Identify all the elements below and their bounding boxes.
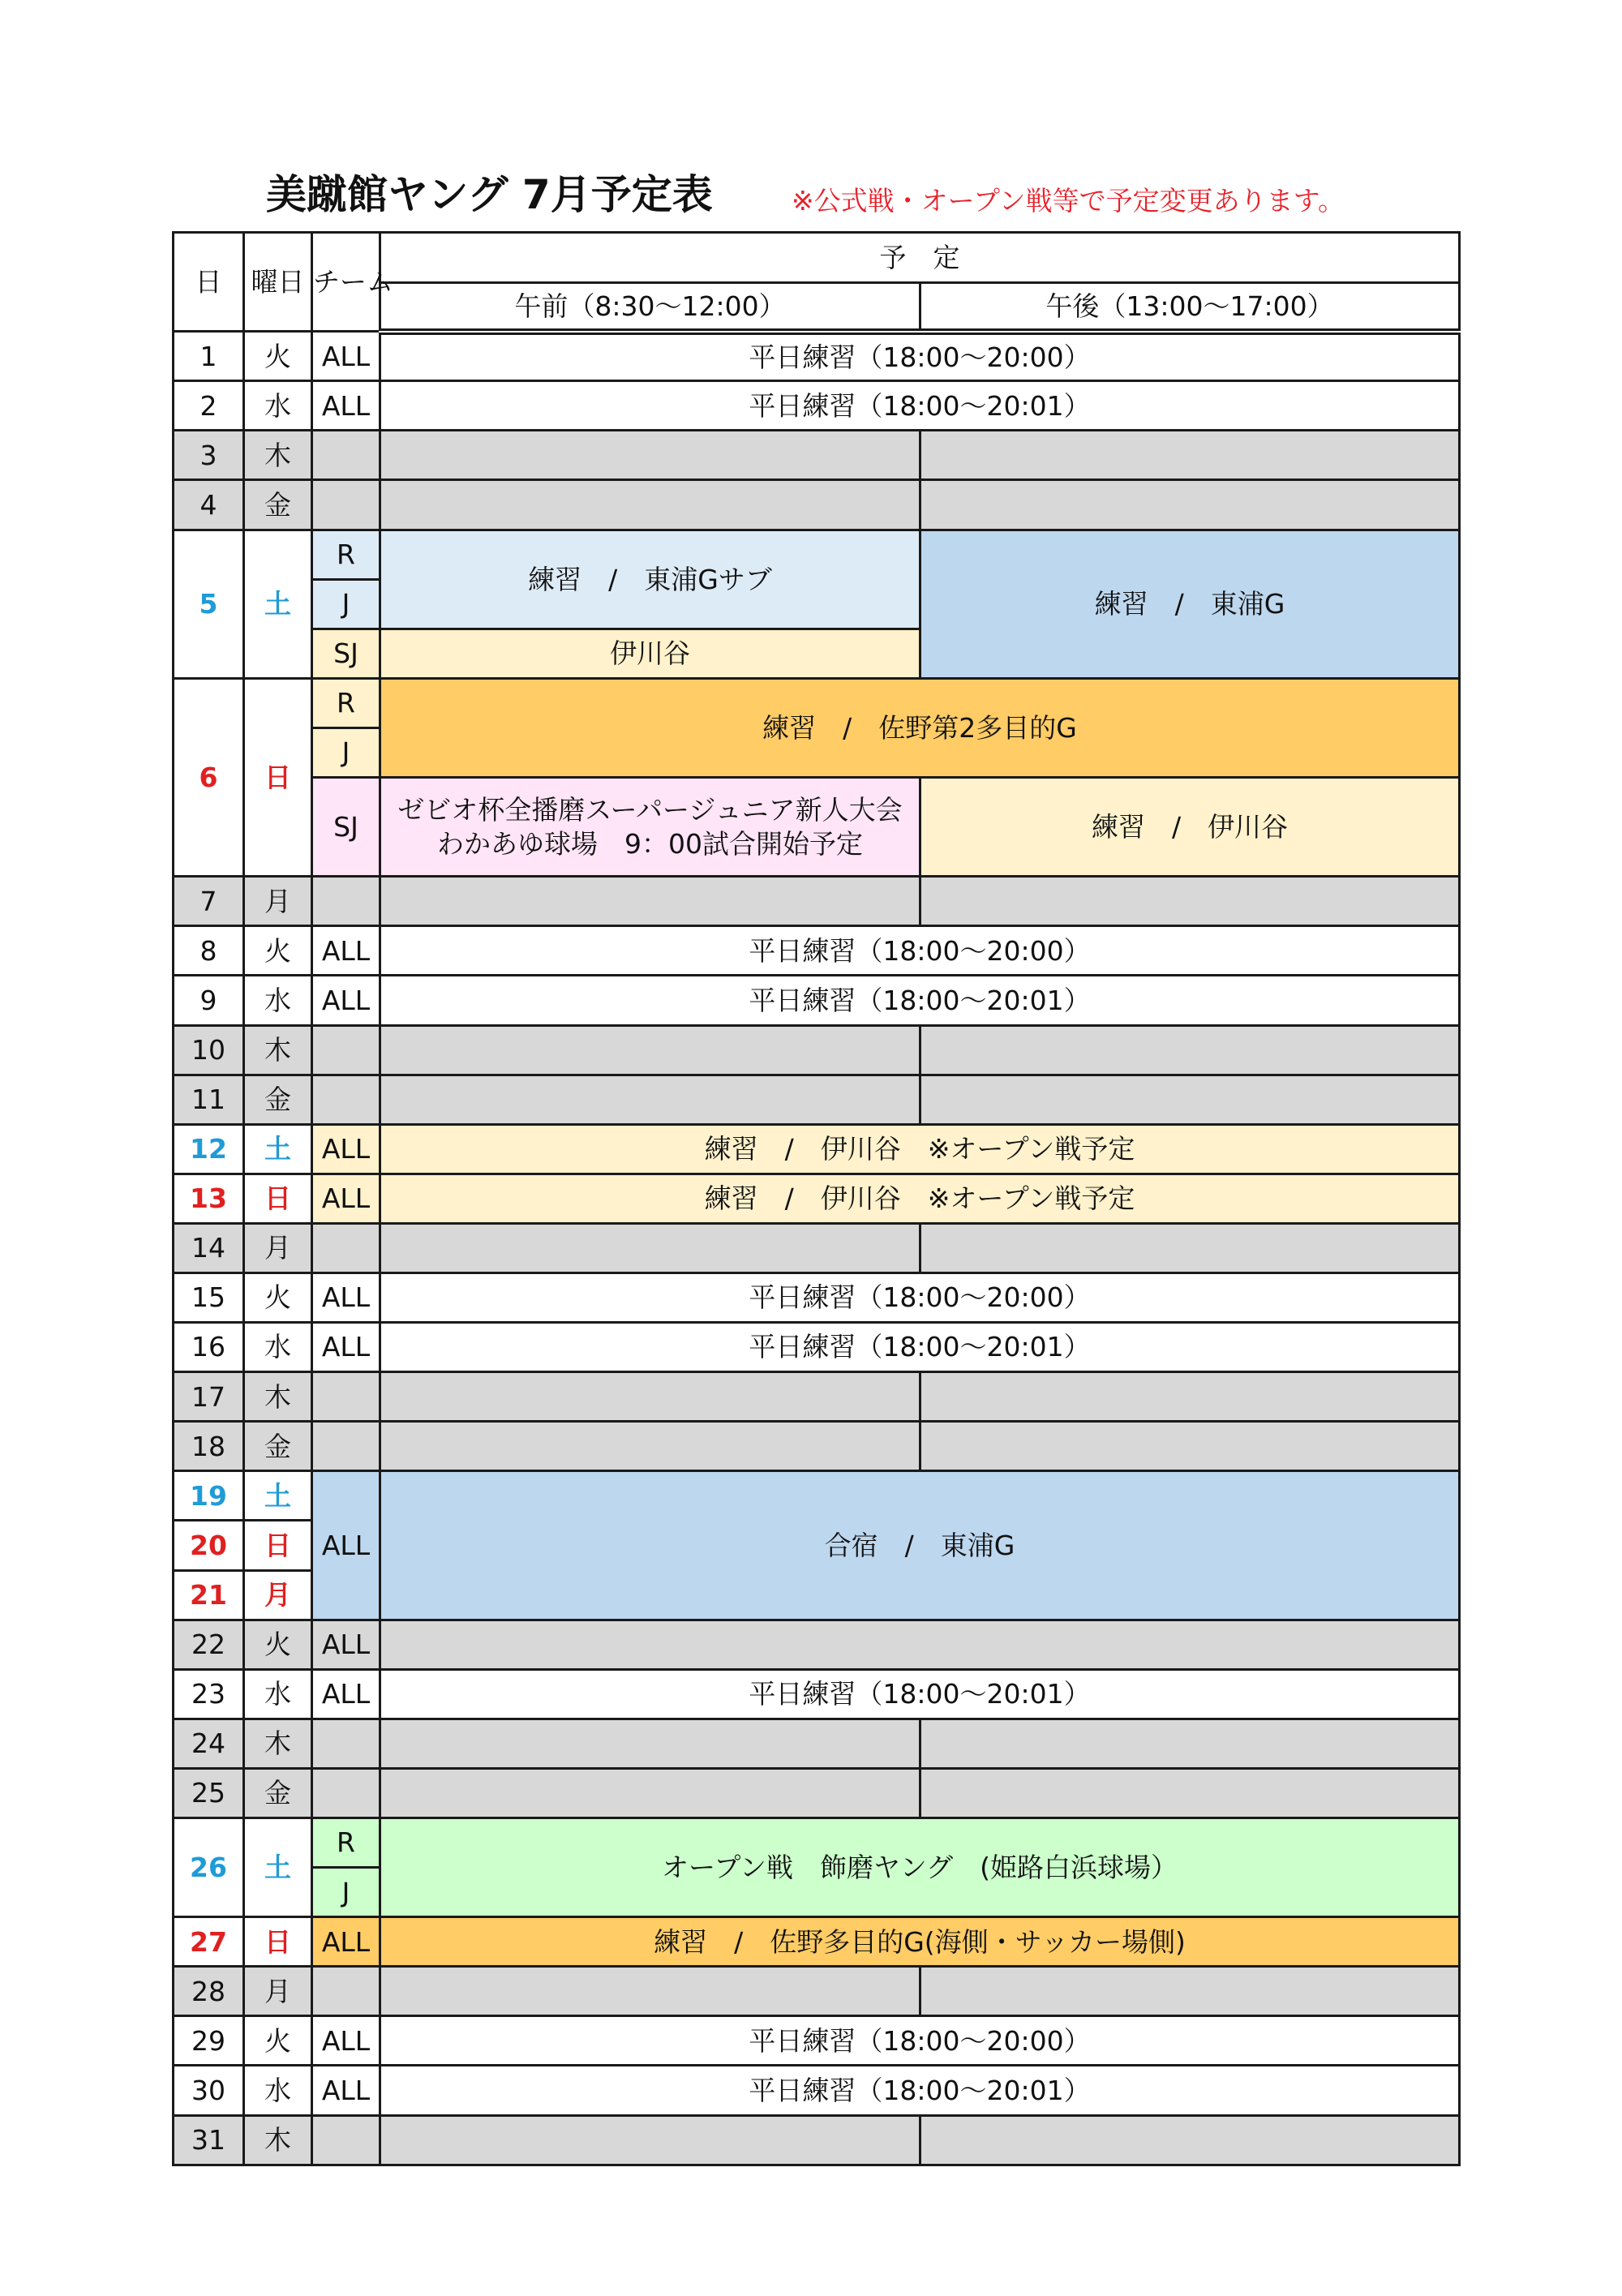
table-row	[174, 431, 1460, 480]
table-row	[174, 2016, 1460, 2066]
weekday-cell: 日	[244, 1174, 312, 1223]
table-row	[174, 2066, 1460, 2115]
day-cell: 10	[174, 1025, 244, 1075]
team-cell: ALL	[312, 926, 380, 976]
team-cell: ALL	[312, 1669, 380, 1719]
weekday-cell: 水	[244, 1323, 312, 1372]
table-row	[174, 877, 1460, 926]
team-cell	[312, 1372, 380, 1422]
table-row	[174, 926, 1460, 976]
afternoon-cell	[920, 1719, 1460, 1768]
day-cell: 18	[174, 1422, 244, 1471]
team-cell-r: R	[312, 1818, 380, 1868]
tournament-venue: わかあゆ球場 9：00試合開始予定	[437, 827, 863, 860]
table-row	[174, 1075, 1460, 1124]
team-cell: ALL	[312, 381, 380, 431]
table-row	[174, 1471, 1460, 1521]
schedule-cell: 平日練習（18:00～20:00）	[380, 926, 1460, 976]
table-row	[174, 1025, 1460, 1075]
weekday-cell: 木	[244, 2115, 312, 2165]
weekday-cell: 水	[244, 976, 312, 1025]
table-row	[174, 1669, 1460, 1719]
afternoon-cell	[920, 1768, 1460, 1817]
day-cell: 3	[174, 431, 244, 480]
day-cell: 13	[174, 1174, 244, 1223]
team-cell	[312, 877, 380, 926]
day-cell: 15	[174, 1272, 244, 1322]
weekday-cell: 火	[244, 1620, 312, 1669]
team-cell-sj: SJ	[312, 629, 380, 678]
col-header-afternoon: 午後（13:00～17:00）	[920, 283, 1460, 332]
schedule-cell: 平日練習（18:00～20:01）	[380, 381, 1460, 431]
team-cell	[312, 1223, 380, 1272]
schedule-cell: 平日練習（18:00～20:00）	[380, 332, 1460, 381]
weekday-cell: 土	[244, 1471, 312, 1521]
team-cell: ALL	[312, 1323, 380, 1372]
morning-cell	[380, 1719, 920, 1768]
col-header-weekday: 曜日	[244, 233, 312, 332]
weekday-cell: 木	[244, 1719, 312, 1768]
schedule-cell: 平日練習（18:00～20:01）	[380, 2066, 1460, 2115]
schedule-cell: オープン戦 飾磨ヤング (姫路白浜球場）	[380, 1818, 1460, 1917]
afternoon-cell: 練習 / 東浦G	[920, 530, 1460, 678]
day-cell: 27	[174, 1917, 244, 1967]
team-cell: ALL	[312, 1917, 380, 1967]
table-row	[174, 381, 1460, 431]
day-cell: 30	[174, 2066, 244, 2115]
table-row	[174, 1422, 1460, 1471]
weekday-cell: 土	[244, 1124, 312, 1174]
weekday-cell: 木	[244, 1025, 312, 1075]
weekday-cell: 水	[244, 2066, 312, 2115]
schedule-change-note: ※公式戦・オープン戦等で予定変更あります。	[792, 185, 1345, 217]
day-cell: 9	[174, 976, 244, 1025]
schedule-cell: 練習 / 佐野多目的G(海側・サッカー場側)	[380, 1917, 1460, 1967]
team-cell	[312, 1422, 380, 1471]
weekday-cell: 火	[244, 1272, 312, 1322]
table-row	[174, 976, 1460, 1025]
day-cell: 4	[174, 480, 244, 530]
team-cell: ALL	[312, 1272, 380, 1322]
day-cell: 26	[174, 1818, 244, 1917]
day-cell: 7	[174, 877, 244, 926]
schedule-cell: 平日練習（18:00～20:01）	[380, 976, 1460, 1025]
table-row	[174, 1967, 1460, 2016]
morning-cell	[380, 1422, 920, 1471]
team-cell	[312, 480, 380, 530]
afternoon-cell	[920, 1075, 1460, 1124]
team-cell: ALL	[312, 332, 380, 381]
day-cell: 21	[174, 1570, 244, 1620]
weekday-cell: 火	[244, 2016, 312, 2066]
table-row	[174, 2115, 1460, 2165]
weekday-cell: 木	[244, 1372, 312, 1422]
morning-cell	[380, 480, 920, 530]
table-row	[174, 1124, 1460, 1174]
table-row	[174, 1719, 1460, 1768]
morning-cell	[380, 1025, 920, 1075]
table-row	[174, 1372, 1460, 1422]
team-cell	[312, 1719, 380, 1768]
day-cell: 22	[174, 1620, 244, 1669]
table-row	[174, 1818, 1460, 1868]
team-cell: ALL	[312, 1471, 380, 1620]
afternoon-cell	[920, 480, 1460, 530]
col-header-morning: 午前（8:30～12:00）	[380, 283, 920, 332]
team-cell-sj: SJ	[312, 778, 380, 877]
morning-cell	[380, 877, 920, 926]
weekday-cell: 土	[244, 530, 312, 678]
table-row	[174, 1223, 1460, 1272]
table-row	[174, 1917, 1460, 1967]
team-cell-j: J	[312, 727, 380, 777]
day-cell: 29	[174, 2016, 244, 2066]
day-cell: 11	[174, 1075, 244, 1124]
day-cell: 17	[174, 1372, 244, 1422]
schedule-cell	[380, 1620, 1460, 1669]
day-cell: 8	[174, 926, 244, 976]
weekday-cell: 金	[244, 1768, 312, 1817]
table-row	[174, 778, 1460, 827]
schedule-table	[172, 231, 1461, 2166]
col-header-day: 日	[174, 233, 244, 332]
afternoon-cell	[920, 431, 1460, 480]
day-cell: 1	[174, 332, 244, 381]
team-cell-j: J	[312, 1868, 380, 1917]
team-cell	[312, 1075, 380, 1124]
team-cell: ALL	[312, 2066, 380, 2115]
weekday-cell: 木	[244, 431, 312, 480]
schedule-cell: 平日練習（18:00～20:01）	[380, 1323, 1460, 1372]
afternoon-cell	[920, 1025, 1460, 1075]
morning-cell	[380, 2115, 920, 2165]
morning-cell	[380, 1223, 920, 1272]
day-cell: 2	[174, 381, 244, 431]
day-cell: 16	[174, 1323, 244, 1372]
weekday-cell: 月	[244, 1967, 312, 2016]
afternoon-cell	[920, 1422, 1460, 1471]
weekday-cell: 火	[244, 332, 312, 381]
weekday-cell: 水	[244, 1669, 312, 1719]
team-cell	[312, 431, 380, 480]
table-row	[174, 530, 1460, 579]
day-cell: 31	[174, 2115, 244, 2165]
team-cell	[312, 2115, 380, 2165]
weekday-cell: 日	[244, 678, 312, 876]
team-cell	[312, 1967, 380, 2016]
team-cell: ALL	[312, 976, 380, 1025]
table-row	[174, 1174, 1460, 1223]
day-cell: 14	[174, 1223, 244, 1272]
table-row	[174, 1272, 1460, 1322]
team-cell: ALL	[312, 1620, 380, 1669]
table-row	[174, 1620, 1460, 1669]
team-cell-j: J	[312, 579, 380, 629]
weekday-cell: 水	[244, 381, 312, 431]
table-row	[174, 1323, 1460, 1372]
afternoon-cell	[920, 2115, 1460, 2165]
weekday-cell: 金	[244, 1422, 312, 1471]
day-cell: 25	[174, 1768, 244, 1817]
morning-cell	[380, 1075, 920, 1124]
team-cell: ALL	[312, 1124, 380, 1174]
header-row-1	[174, 233, 1460, 283]
morning-cell-sj: 伊川谷	[380, 629, 920, 678]
weekday-cell: 月	[244, 877, 312, 926]
weekday-cell: 月	[244, 1223, 312, 1272]
afternoon-cell	[920, 1967, 1460, 2016]
weekday-cell: 月	[244, 1570, 312, 1620]
tournament-name: ゼビオ杯全播磨スーパージュニア新人大会	[397, 794, 903, 826]
schedule-cell: 平日練習（18:00～20:00）	[380, 1272, 1460, 1322]
table-row	[174, 332, 1460, 381]
afternoon-cell-sj: 練習 / 伊川谷	[920, 778, 1460, 877]
morning-cell	[380, 1372, 920, 1422]
weekday-cell: 火	[244, 926, 312, 976]
morning-cell	[380, 1967, 920, 2016]
morning-cell	[380, 1768, 920, 1817]
day-cell: 23	[174, 1669, 244, 1719]
team-cell	[312, 1768, 380, 1817]
weekday-cell: 日	[244, 1917, 312, 1967]
schedule-cell-rj: 練習 / 佐野第2多目的G	[380, 678, 1460, 777]
camp-cell: 合宿 / 東浦G	[380, 1471, 1460, 1620]
day-cell: 12	[174, 1124, 244, 1174]
table-row	[174, 1768, 1460, 1817]
weekday-cell: 金	[244, 480, 312, 530]
team-cell	[312, 1025, 380, 1075]
afternoon-cell	[920, 1372, 1460, 1422]
day-cell: 28	[174, 1967, 244, 2016]
weekday-cell: 日	[244, 1521, 312, 1570]
schedule-cell: 練習 / 伊川谷 ※オープン戦予定	[380, 1124, 1460, 1174]
afternoon-cell	[920, 1223, 1460, 1272]
team-cell: ALL	[312, 1174, 380, 1223]
schedule-cell: 平日練習（18:00～20:00）	[380, 2016, 1460, 2066]
day-cell: 20	[174, 1521, 244, 1570]
table-row	[174, 480, 1460, 530]
col-header-schedule: 予 定	[380, 233, 1460, 283]
team-cell-r: R	[312, 530, 380, 579]
weekday-cell: 金	[244, 1075, 312, 1124]
page-title: 美蹴館ヤング 7月予定表	[266, 171, 713, 218]
morning-cell-sj	[380, 778, 920, 877]
col-header-team: チーム	[312, 233, 380, 332]
morning-cell	[380, 431, 920, 480]
day-cell: 6	[174, 678, 244, 876]
afternoon-cell	[920, 877, 1460, 926]
weekday-cell: 土	[244, 1818, 312, 1917]
table-row	[174, 678, 1460, 727]
team-cell: ALL	[312, 2016, 380, 2066]
day-cell: 24	[174, 1719, 244, 1768]
team-cell-r: R	[312, 678, 380, 727]
day-cell: 19	[174, 1471, 244, 1521]
schedule-cell: 平日練習（18:00～20:01）	[380, 1669, 1460, 1719]
morning-cell-rj: 練習 / 東浦Gサブ	[380, 530, 920, 629]
schedule-cell: 練習 / 伊川谷 ※オープン戦予定	[380, 1174, 1460, 1223]
day-cell: 5	[174, 530, 244, 678]
